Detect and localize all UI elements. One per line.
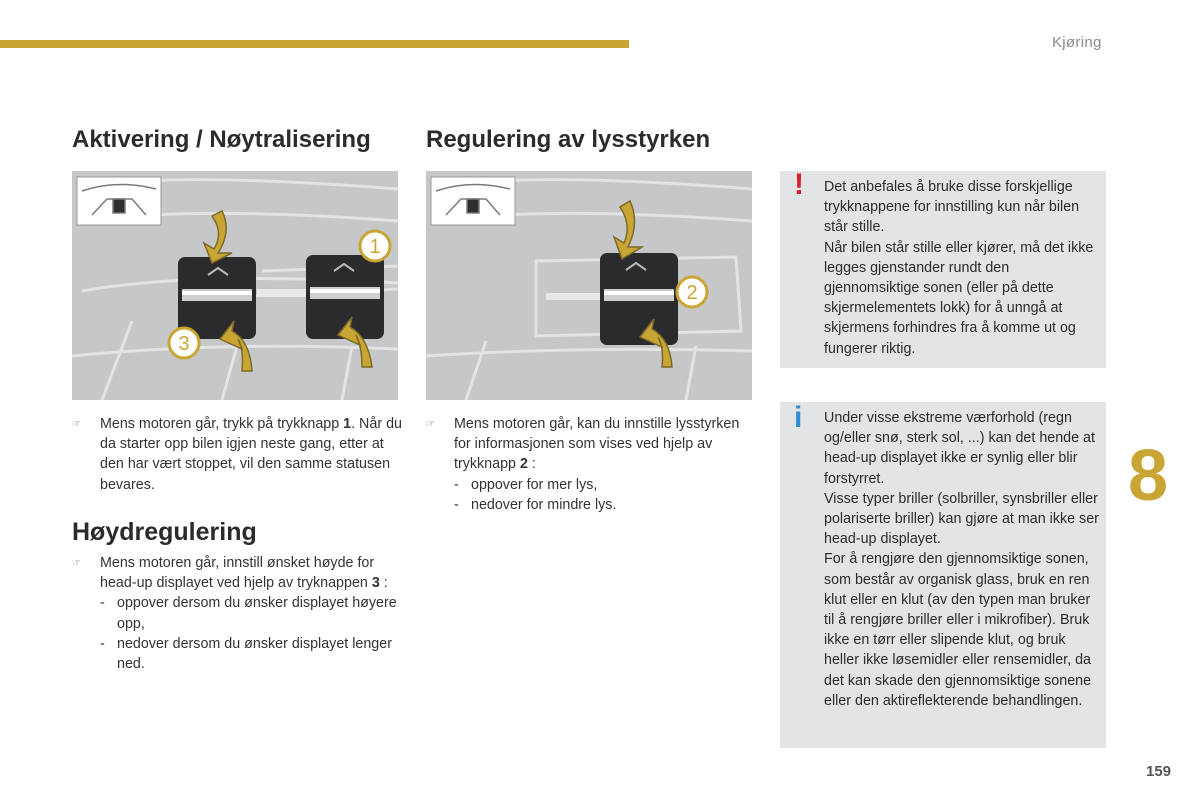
warning-paragraph: Når bilen står stille eller kjører, må det ikke legges gjenstander rundt den gjennomsiktige sonen (eller på dette skjermelementets lokk) for å unngå at skjermens forhindres fra å komme ut og fungerer riktig. (824, 239, 1094, 357)
brightness-sub-item: nedover for mindre lys. (471, 496, 617, 513)
activation-bullet-end: . Når du da starter opp bilen igjen neste gang, etter at den har vært stoppet, vil den samme statusen bevares. (100, 416, 402, 493)
hand-pointer-icon: ☞ (426, 419, 435, 430)
activation-instructions (72, 414, 402, 495)
hand-pointer-icon: ☞ (72, 419, 81, 430)
page-number: 159 (1146, 763, 1172, 780)
brightness-instructions: ☞ Mens motoren går, kan du innstille lysstyrken for informasjonen som vises ved hjelp av trykknapp 2 : - oppover for mer lys, - nedover for mindre lys. (426, 414, 756, 515)
height-instructions: ☞ Mens motoren går, innstill ønsket høyde for head-up displayet ved hjelp av tryknappen 3 : - oppover dersom du ønsker displayet høyere opp, - nedover dersom du ønsker displayet lenger ned. (72, 553, 402, 674)
warning-icon: ! (794, 168, 804, 201)
activation-illustration (72, 171, 398, 400)
warning-paragraph: Det anbefales å bruke disse forskjellige trykknappene for innstilling kun når bilen står stille. (824, 179, 1080, 236)
activation-heading: Aktivering / Nøytralisering (72, 126, 371, 153)
height-sub-item: nedover dersom du ønsker displayet lenger ned. (117, 635, 392, 673)
header-accent-bar (0, 40, 629, 48)
section-title: Kjøring (1052, 34, 1102, 51)
height-bullet-key: 3 (371, 575, 380, 592)
brightness-bullet-end: : (527, 456, 536, 473)
brightness-sub-item: oppover for mer lys, (471, 476, 598, 493)
info-paragraph: Under visse ekstreme værforhold (regn og/eller snø, sterk sol, ...) kan det hende at head-up displayet ikke er synlig eller blir forstyrret. (824, 410, 1095, 487)
info-paragraph: Visse typer briller (solbriller, synsbriller eller polariserte briller) kan gjøre at man ikke ser head-up displayet. (824, 490, 1099, 548)
activation-bullet-key: 1 (343, 416, 352, 432)
info-paragraph: For å rengjøre den gjennomsiktige sonen, som består av organisk glass, bruk en ren klut eller en klut (av den typen man bruker til å rengjøre briller eller i mikrofiber). Bruk ikke en tørr eller slipende klut, og bruk heller ikke løsemidler eller rensemidler, da det kan skade den gjennomsiktige sonene eller den aktireflekterende behandlingen. (824, 551, 1092, 709)
callout-1: 1 (369, 236, 381, 258)
warning-note (780, 168, 1106, 368)
height-bullet-text: Mens motoren går, innstill ønsket høyde for head-up displayet ved hjelp av tryknappen (100, 555, 375, 592)
callout-2: 2 (686, 282, 698, 304)
activation-bullet-text: Mens motoren går, trykk på trykknapp (100, 416, 344, 432)
brightness-illustration (426, 171, 752, 400)
height-heading: Høydregulering (72, 518, 257, 546)
info-note (780, 402, 1106, 748)
info-icon: i (794, 401, 803, 434)
hand-pointer-icon: ☞ (72, 558, 81, 569)
brightness-bullet-key: 2 (519, 456, 528, 473)
height-sub-item: oppover dersom du ønsker displayet høyere opp, (117, 595, 397, 632)
callout-3: 3 (178, 333, 190, 355)
height-bullet-end: : (379, 575, 388, 592)
chapter-number: 8 (1128, 436, 1169, 516)
brightness-bullet-text: Mens motoren går, kan du innstille lysstyrken for informasjonen som vises ved hjelp av trykknapp (454, 416, 740, 473)
brightness-heading: Regulering av lysstyrken (426, 126, 711, 153)
